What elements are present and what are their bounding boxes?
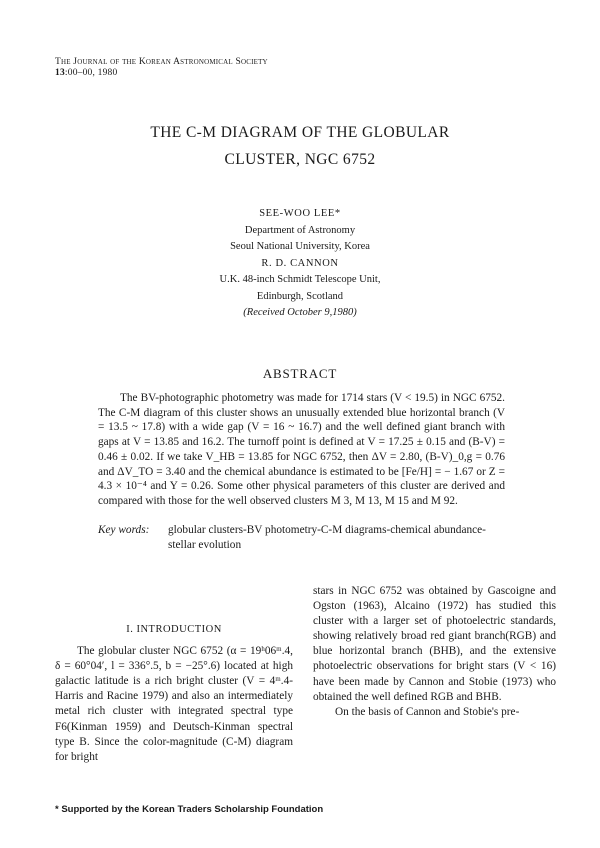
intro-paragraph-1: The globular cluster NGC 6752 (α = 19ʰ06ᵐ.4, δ = 60°04′, l = 336°.5, b = −25°.6) located at high galactic latitude is a rich bright cluster (V = 4ᵐ.4-Harris and Racine 1979) and also an intermediately metal rich cluster with integrated spectral type F6(Kinman 1959) and Deutsch-Kinman spectral type B. Since the color-magnitude (C-M) diagram for bright (55, 645, 293, 763)
right-column (313, 584, 556, 720)
paper-title-line1: THE C-M DIAGRAM OF THE GLOBULAR (150, 124, 450, 141)
affiliation-2-line1: U.K. 48-inch Schmidt Telescope Unit, (219, 274, 381, 285)
journal-volume-line (55, 68, 268, 79)
affiliation-1-line2: Seoul National University, Korea (230, 241, 370, 252)
abstract-heading: ABSTRACT (262, 366, 338, 381)
volume-number: 13 (55, 68, 65, 78)
affiliation-1-line1: Department of Astronomy (244, 224, 356, 236)
abstract-body (98, 391, 505, 509)
section-heading-introduction: I. INTRODUCTION (126, 624, 222, 635)
author-2: R. D. CANNON (261, 257, 339, 269)
paper-title-line2: CLUSTER, NGC 6752 (224, 151, 376, 168)
pages-year: :00–00, 1980 (64, 68, 118, 78)
journal-name: The Journal of the Korean Astronomical Society (55, 57, 268, 67)
intro-paragraph-2: On the basis of Cannon and Stobie's pre- (335, 705, 520, 718)
received-date: (Received October 9,1980) (243, 307, 357, 318)
keywords-label: Key words: (98, 524, 150, 536)
author-block (0, 206, 600, 322)
left-column (55, 622, 293, 765)
affiliation-2-line2: Edinburgh, Scotland (256, 290, 344, 302)
intro-paragraph-1-cont: stars in NGC 6752 was obtained by Gascoigne and Ogston (1963), Alcaino (1972) has studied this cluster with a larger set of photoelectric standards, showing relatively broad red giant branch(RGB) and blue horizontal branch (BHB), and the extensive photoelectric observations for bright stars (V < 16) have been made by Cannon and Stobie (1973) who obtained the well defined RGB and BHB. (313, 585, 556, 703)
journal-header (55, 57, 268, 79)
footnote: * Supported by the Korean Traders Scholarship Foundation (55, 804, 324, 815)
abstract-text: The BV-photographic photometry was made for 1714 stars (V < 19.5) in NGC 6752. The C-M diagram of this cluster shows an unusually extended blue horizontal branch (V = 13.5 ~ 17.8) with a wide gap (V = 16 ~ 16.7) and the well defined giant branch with gaps at V = 13.85 and 16.2. The turnoff point is defined at V = 17.25 ± 0.15 and (B-V) = 0.46 ± 0.02. If we take V_HB = 13.85 for NGC 6752, then ΔV = 2.80, (B-V)_0,g = 0.76 and ΔV_TO = 3.40 and the chemical abundance is estimated to be [Fe/H] = − 1.67 or Z = 4.3 × 10⁻⁴ and Y = 0.26. Some other physical parameters of this cluster are derived and compared with those for the well observed clusters M 3, M 13, M 15 and M 92. (98, 392, 505, 507)
keywords-text: globular clusters-BV photometry-C-M diagrams-chemical abundance-stellar evolution (168, 524, 486, 551)
author-1: SEE-WOO LEE* (259, 208, 341, 219)
keywords (98, 523, 508, 551)
